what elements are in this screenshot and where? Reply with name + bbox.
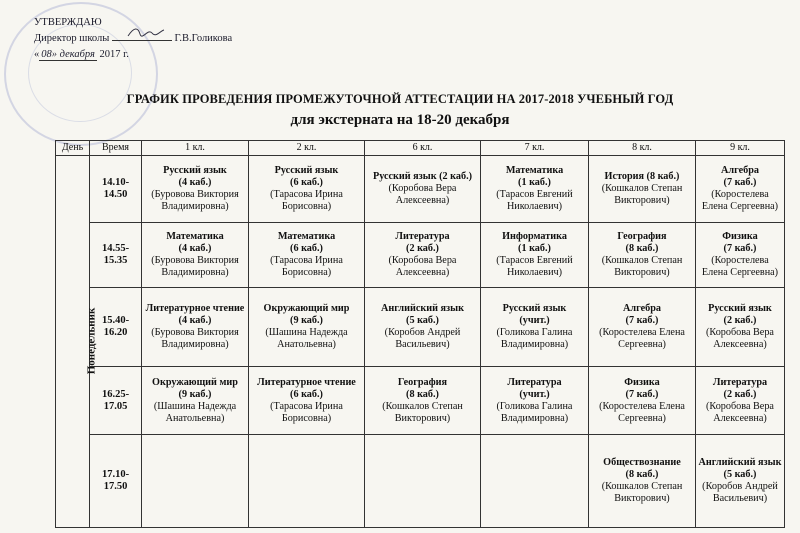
lesson-subject: География (397, 376, 448, 388)
lesson-subject: Литература (507, 376, 562, 388)
lesson-teacher: (Кошкалов Степан Викторович) (601, 255, 683, 278)
lesson-subject: Литературное чтение (257, 376, 356, 388)
lesson-cell (589, 223, 696, 288)
lesson-room: (7 каб.) (723, 177, 757, 188)
lesson-subject: География (617, 231, 667, 242)
lesson-subject: Русский язык (502, 303, 567, 314)
time-cell: 15.40-16.20 (90, 288, 142, 367)
lesson-cell (696, 288, 785, 367)
lesson-room: (9 каб.) (178, 388, 212, 400)
lesson-room: (6 каб.) (290, 177, 323, 188)
lesson-room: (7 каб.) (625, 388, 659, 400)
lesson-teacher: (Тарасова Ирина Борисовна) (270, 255, 343, 278)
lesson-subject: Алгебра (623, 303, 661, 314)
approval-heading: УТВЕРЖДАЮ (34, 17, 102, 28)
lesson-cell (589, 367, 696, 435)
lesson-subject: Физика (624, 376, 660, 388)
time-cell: 14.55-15.35 (90, 223, 142, 288)
lesson-subject: Литература (712, 376, 768, 388)
lesson-room: (учит.) (519, 315, 550, 326)
page-subtitle: для экстерната на 18-20 декабря (290, 112, 510, 128)
table-row (56, 288, 785, 367)
time-cell: 17.10-17.50 (90, 435, 142, 528)
lesson-subject: История (8 каб.) (604, 171, 680, 182)
lesson-room: (4 каб.) (178, 315, 212, 326)
lesson-teacher: (Тарасов Евгений Николаевич) (496, 189, 573, 212)
lesson-cell (142, 156, 249, 223)
lesson-teacher: (Кошкалов Степан Викторович) (382, 400, 463, 424)
lesson-cell (142, 223, 249, 288)
lesson-cell (481, 288, 589, 367)
lesson-room: (8 каб.) (625, 469, 659, 480)
lesson-teacher: (Коробов Андрей Васильевич) (702, 481, 778, 504)
lesson-subject: Английский язык (381, 303, 464, 314)
lesson-teacher: (Коростелева Елена Сергеевна) (701, 255, 779, 278)
lesson-subject: Окружающий мир (152, 376, 238, 388)
lesson-cell (365, 288, 481, 367)
header-row (56, 141, 785, 156)
lesson-room: (7 каб.) (625, 315, 659, 326)
lesson-cell (249, 367, 365, 435)
lesson-subject: Информатика (502, 231, 567, 242)
signature-scribble (126, 25, 166, 39)
lesson-teacher: (Кошкалов Степан Викторович) (601, 183, 683, 206)
lesson-subject: Обществознание (603, 457, 681, 468)
schedule-table (55, 140, 785, 528)
director-label: Директор школы (34, 33, 110, 44)
lesson-subject: Русский язык (163, 165, 227, 176)
signature (112, 31, 172, 41)
lesson-teacher: (Тарасов Евгений Николаевич) (496, 255, 573, 278)
header-day: День (56, 141, 90, 156)
lesson-cell (481, 223, 589, 288)
date-year: 2017 г. (99, 49, 129, 60)
lesson-cell (365, 156, 481, 223)
lesson-cell (249, 435, 365, 528)
lesson-cell (696, 435, 785, 528)
header-class-2: 2 кл. (249, 141, 365, 156)
lesson-teacher: (Коробов Андрей Васильевич) (384, 327, 461, 350)
lesson-subject: Русский язык (274, 165, 339, 176)
time-cell: 14.10-14.50 (90, 156, 142, 223)
header-class-8: 8 кл. (589, 141, 696, 156)
lesson-room: (2 каб.) (723, 388, 757, 400)
lesson-teacher: (Тарасова Ирина Борисовна) (270, 400, 343, 424)
day-cell (56, 156, 98, 528)
lesson-teacher: (Коростелева Елена Сергеевна) (599, 400, 685, 424)
lesson-room: (2 каб.) (406, 243, 439, 254)
lesson-cell (142, 367, 249, 435)
lesson-room: (2 каб.) (723, 315, 757, 326)
lesson-cell (589, 435, 696, 528)
approval-date: « 08» декабря 2017 г. (34, 49, 129, 60)
lesson-cell (481, 367, 589, 435)
lesson-teacher: (Коробова Вера Алексеевна) (706, 327, 774, 350)
lesson-subject: Математика (166, 231, 224, 242)
lesson-teacher: (Коробова Вера Алексеевна) (388, 183, 457, 206)
lesson-teacher: (Кошкалов Степан Викторович) (601, 481, 683, 504)
lesson-room: (8 каб.) (406, 388, 439, 400)
lesson-teacher: (Шашина Надежда Анатольевна) (153, 400, 237, 424)
lesson-cell (696, 367, 785, 435)
lesson-cell (481, 156, 589, 223)
director-name: Г.В.Голикова (174, 33, 233, 44)
lesson-teacher: (Голикова Галина Владимировна) (496, 400, 573, 424)
lesson-cell (589, 156, 696, 223)
lesson-cell (481, 435, 589, 528)
day-label: Понедельник (85, 307, 98, 375)
table-row (56, 367, 785, 435)
lesson-subject: Литература (395, 231, 450, 242)
table-row (56, 435, 785, 528)
lesson-cell (142, 288, 249, 367)
lesson-cell (365, 223, 481, 288)
lesson-teacher: (Коробова Вера Алексеевна) (388, 255, 457, 278)
lesson-subject: Физика (722, 231, 758, 242)
header-class-9: 9 кл. (696, 141, 785, 156)
approval-block (34, 15, 232, 63)
lesson-room: (1 каб.) (518, 177, 551, 188)
lesson-subject: Математика (505, 165, 564, 176)
table-row (56, 223, 785, 288)
lesson-room: (6 каб.) (290, 243, 323, 254)
lesson-subject: Русский язык (708, 303, 772, 314)
lesson-room: (9 каб.) (290, 315, 323, 326)
lesson-cell (696, 223, 785, 288)
lesson-room: (6 каб.) (290, 388, 323, 400)
lesson-teacher: (Коростелева Елена Сергеевна) (701, 189, 779, 212)
lesson-teacher: (Коробова Вера Алексеевна) (706, 400, 774, 424)
lesson-teacher: (Коростелева Елена Сергеевна) (599, 327, 685, 350)
lesson-cell (365, 367, 481, 435)
lesson-teacher: (Буровова Виктория Владимировна) (151, 189, 239, 212)
handwritten-date: 08» декабря (41, 49, 95, 60)
lesson-teacher: (Голикова Галина Владимировна) (496, 327, 573, 350)
lesson-cell (696, 156, 785, 223)
table-row (56, 156, 785, 223)
lesson-teacher: (Буровова Виктория Владимировна) (151, 327, 239, 350)
lesson-room: (учит.) (519, 388, 550, 400)
header-time: Время (90, 141, 142, 156)
header-class-6: 6 кл. (365, 141, 481, 156)
lesson-subject: Русский язык (2 каб.) (372, 171, 473, 182)
lesson-room: (4 каб.) (178, 177, 212, 188)
lesson-cell (142, 435, 249, 528)
director-line (34, 31, 232, 47)
lesson-room: (7 каб.) (723, 243, 757, 254)
lesson-teacher: (Шашина Надежда Анатольевна) (265, 327, 348, 350)
lesson-cell (249, 288, 365, 367)
lesson-room: (5 каб.) (406, 315, 439, 326)
lesson-subject: Математика (277, 231, 336, 242)
lesson-cell (249, 223, 365, 288)
lesson-cell (249, 156, 365, 223)
lesson-cell (589, 288, 696, 367)
lesson-room: (4 каб.) (178, 243, 212, 254)
header-class-7: 7 кл. (481, 141, 589, 156)
lesson-subject: Окружающий мир (263, 303, 350, 314)
lesson-teacher: (Тарасова Ирина Борисовна) (270, 189, 343, 212)
lesson-subject: Литературное чтение (145, 303, 245, 314)
lesson-subject: Алгебра (721, 165, 759, 176)
lesson-teacher: (Буровова Виктория Владимировна) (151, 255, 239, 278)
lesson-room: (1 каб.) (518, 243, 551, 254)
header-class-1: 1 кл. (142, 141, 249, 156)
page-title: ГРАФИК ПРОВЕДЕНИЯ ПРОМЕЖУТОЧНОЙ АТТЕСТАЦИИ НА 2017-2018 УЧЕБНЫЙ ГОД (126, 92, 674, 106)
lesson-cell (365, 435, 481, 528)
lesson-subject: Английский язык (5 каб.) (698, 457, 782, 480)
lesson-room: (8 каб.) (625, 243, 659, 254)
time-cell: 16.25-17.05 (90, 367, 142, 435)
